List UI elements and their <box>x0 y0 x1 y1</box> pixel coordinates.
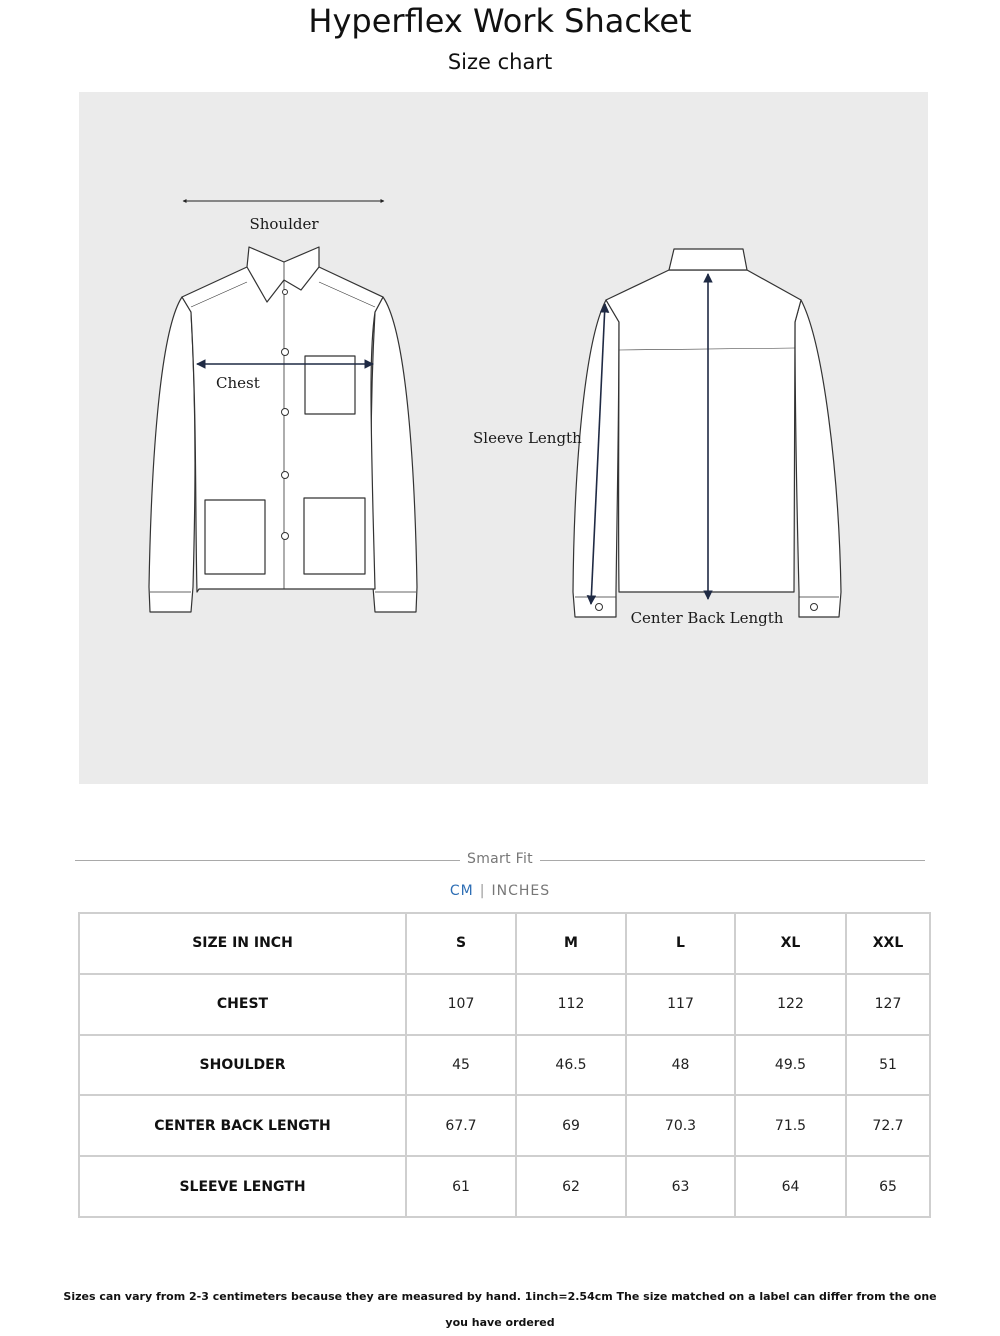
table-cell: 63 <box>626 1156 735 1217</box>
sleeve-length-label: Sleeve Length <box>473 429 582 447</box>
table-header-row <box>79 913 930 974</box>
table-row-label: SLEEVE LENGTH <box>79 1156 406 1217</box>
unit-toggle <box>400 883 600 899</box>
table-row <box>79 1035 930 1096</box>
front-jacket <box>149 247 417 612</box>
table-cell: 62 <box>516 1156 626 1217</box>
fit-divider-right <box>540 860 925 861</box>
table-cell: 71.5 <box>735 1095 846 1156</box>
table-cell: 65 <box>846 1156 930 1217</box>
unit-cm-button[interactable]: CM <box>449 883 474 899</box>
table-row <box>79 1156 930 1217</box>
table-cell: 70.3 <box>626 1095 735 1156</box>
table-cell: 117 <box>626 974 735 1035</box>
table-header-cell: XXL <box>846 913 930 974</box>
table-cell: 49.5 <box>735 1035 846 1096</box>
page-title: Hyperflex Work Shacket <box>308 2 692 40</box>
back-jacket <box>573 249 841 617</box>
table-cell: 72.7 <box>846 1095 930 1156</box>
center-back-length-label: Center Back Length <box>630 609 784 627</box>
table-header-cell: L <box>626 913 735 974</box>
shoulder-label: Shoulder <box>249 215 319 233</box>
table-row-label: SHOULDER <box>79 1035 406 1096</box>
unit-inches-button[interactable]: INCHES <box>491 883 551 899</box>
table-cell: 64 <box>735 1156 846 1217</box>
table-cell: 51 <box>846 1035 930 1096</box>
footer-note: Sizes can vary from 2-3 centimeters because they are measured by hand. 1inch=2.54cm The size matched on a label can differ from the one you have ordered <box>63 1290 937 1329</box>
table-cell: 48 <box>626 1035 735 1096</box>
table-header-cell: S <box>406 913 516 974</box>
table-header-cell: SIZE IN INCH <box>79 913 406 974</box>
table-row <box>79 974 930 1035</box>
fit-label: Smart Fit <box>467 851 533 867</box>
table-header-cell: XL <box>735 913 846 974</box>
size-diagram <box>79 92 928 784</box>
table-cell: 46.5 <box>516 1035 626 1096</box>
table-row-label: CENTER BACK LENGTH <box>79 1095 406 1156</box>
table-cell: 61 <box>406 1156 516 1217</box>
table-cell: 127 <box>846 974 930 1035</box>
unit-separator: | <box>479 883 486 899</box>
table-header-cell: M <box>516 913 626 974</box>
fit-divider-left <box>75 860 460 861</box>
table-cell: 112 <box>516 974 626 1035</box>
table-cell: 67.7 <box>406 1095 516 1156</box>
table-row <box>79 1095 930 1156</box>
table-row-label: CHEST <box>79 974 406 1035</box>
table-cell: 107 <box>406 974 516 1035</box>
jacket-illustration <box>79 92 928 784</box>
page-subtitle: Size chart <box>447 50 553 74</box>
table-cell: 69 <box>516 1095 626 1156</box>
chest-label: Chest <box>216 374 260 392</box>
table-cell: 122 <box>735 974 846 1035</box>
table-cell: 45 <box>406 1035 516 1096</box>
size-table <box>78 912 931 1218</box>
